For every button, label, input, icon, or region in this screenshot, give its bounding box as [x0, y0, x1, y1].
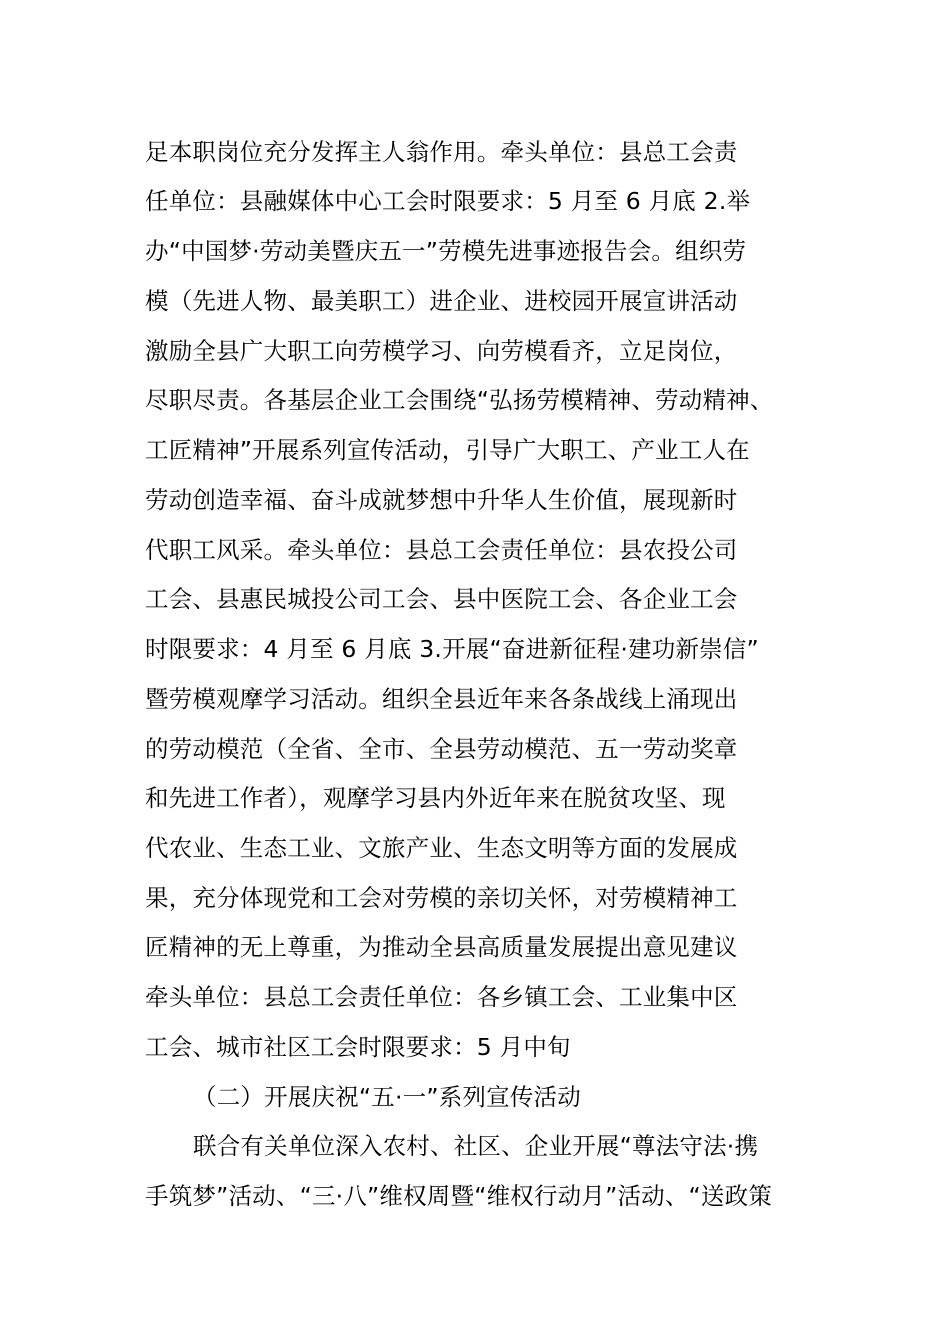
paragraph-text-line: 手筑梦”活动、“三·八”维权周暨“维权行动月”活动、“送政策 — [145, 1182, 773, 1210]
body-text-line: 模（先进人物、最美职工）进企业、进校园开展宣讲活动 — [145, 287, 738, 315]
body-text-line: 匠精神的无上尊重，为推动全县高质量发展提出意见建议 — [145, 933, 738, 961]
body-text-line: 代农业、生态工业、文旅产业、生态文明等方面的发展成 — [145, 834, 738, 862]
body-text-line: 代职工风采。牵头单位：县总工会责任单位：县农投公司 — [145, 536, 738, 564]
body-text-line: 牵头单位：县总工会责任单位：各乡镇工会、工业集中区 — [145, 983, 738, 1011]
body-text-line: 工匠精神”开展系列宣传活动，引导广大职工、产业工人在 — [145, 436, 750, 464]
body-text-line: 和先进工作者），观摩学习县内外近年来在脱贫攻坚、现 — [145, 784, 726, 812]
section-heading: （二）开展庆祝“五·一”系列宣传活动 — [193, 1083, 581, 1111]
body-text-line: 劳动创造幸福、奋斗成就梦想中升华人生价值，展现新时 — [145, 486, 738, 514]
body-text-line: 果，充分体现党和工会对劳模的亲切关怀，对劳模精神工 — [145, 884, 738, 912]
body-text-line: 任单位：县融媒体中心工会时限要求：5 月至 6 月底 2.举 — [145, 187, 751, 215]
body-text-line: 足本职岗位充分发挥主人翁作用。牵头单位：县总工会责 — [145, 138, 738, 166]
paragraph-text-line: 联合有关单位深入农村、社区、企业开展“尊法守法·携 — [193, 1132, 759, 1160]
body-text-line: 时限要求：4 月至 6 月底 3.开展“奋进新征程·建功新崇信” — [145, 635, 759, 663]
body-text-line: 工会、县惠民城投公司工会、县中医院工会、各企业工会 — [145, 585, 738, 613]
body-text-line: 办“中国梦·劳动美暨庆五一”劳模先进事迹报告会。组织劳 — [145, 237, 747, 265]
body-text-line: 暨劳模观摩学习活动。组织全县近年来各条战线上涌现出 — [145, 685, 738, 713]
body-text-line: 工会、城市社区工会时限要求：5 月中旬 — [145, 1033, 571, 1061]
body-text-line: 激励全县广大职工向劳模学习、向劳模看齐，立足岗位， — [145, 337, 738, 365]
body-text-line: 尽职尽责。各基层企业工会围绕“弘扬劳模精神、劳动精神、 — [145, 386, 774, 414]
body-text-line: 的劳动模范（全省、全市、全县劳动模范、五一劳动奖章 — [145, 735, 738, 763]
